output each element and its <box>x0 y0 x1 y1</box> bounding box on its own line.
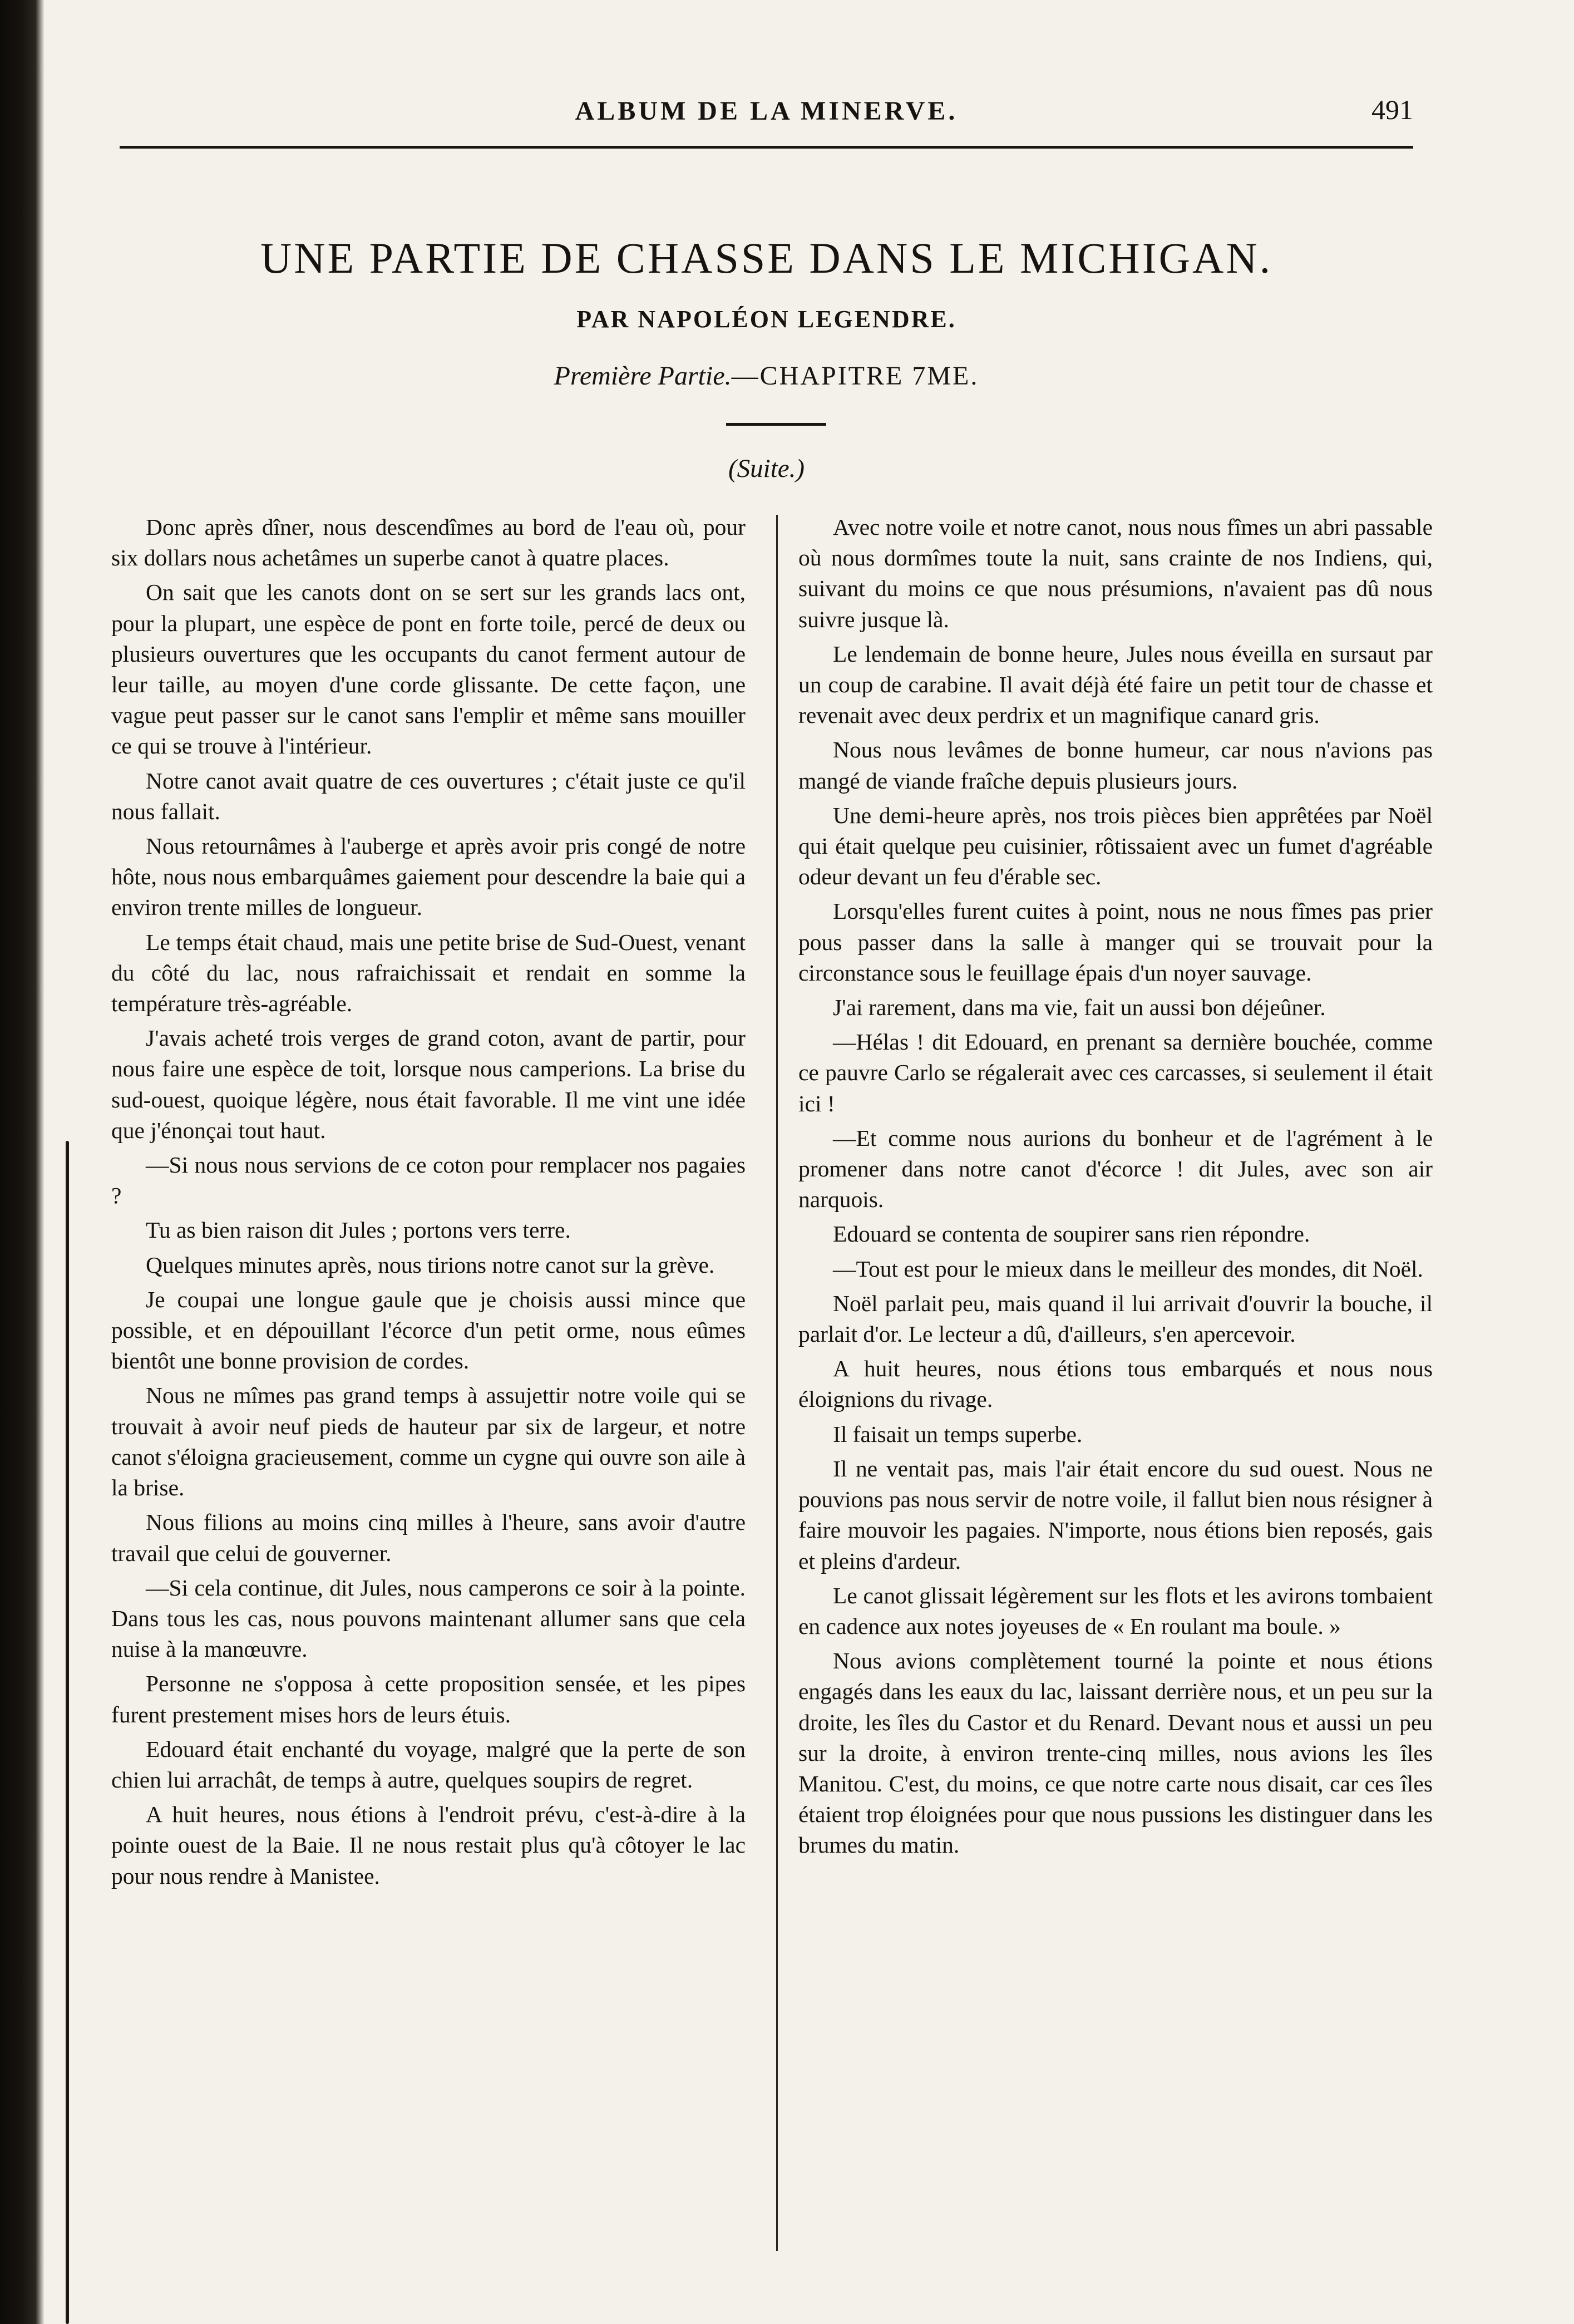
paragraph: —Et comme nous aurions du bonheur et de l'agrément à le promener dans notre canot d'écorce ! dit Jules, avec son air narquois. <box>798 1125 1433 1213</box>
paragraph: Nous nous levâmes de bonne humeur, car nous n'avions pas mangé de viande fraîche depuis plusieurs jours. <box>798 737 1433 794</box>
paragraph: Lorsqu'elles furent cuites à point, nous ne nous fîmes pas prier pous passer dans la salle à manger qui se trouvait pour la circonstance sous le feuillage épais d'un noyer sauvage. <box>798 898 1433 986</box>
paragraph: Nous retournâmes à l'auberge et après avoir pris congé de notre hôte, nous nous embarquâmes gaiement pour descendre la baie qui a environ trente milles de longueur. <box>111 833 746 920</box>
paragraph: Personne ne s'opposa à cette proposition sensée, et les pipes furent prestement mises hors de leurs étuis. <box>111 1671 746 1727</box>
paragraph: Donc après dîner, nous descendîmes au bord de l'eau où, pour six dollars nous achetâmes un superbe canot à quatre places. <box>111 514 746 571</box>
book-spine-shadow <box>0 0 45 2324</box>
paragraph: Le temps était chaud, mais une petite brise de Sud-Ouest, venant du côté du lac, nous rafraichissait et rendait en somme la température très-agréable. <box>111 929 746 1017</box>
paragraph: —Si cela continue, dit Jules, nous camperons ce soir à la pointe. Dans tous les cas, nous pouvons maintenant allumer sans que cela nuise à la manœuvre. <box>111 1574 746 1662</box>
paragraph: Quelques minutes après, nous tirions notre canot sur la grève. <box>146 1252 715 1278</box>
article-byline: PAR NAPOLÉON LEGENDRE. <box>576 306 956 333</box>
section-rule <box>726 423 826 426</box>
continuation-label: (Suite.) <box>728 454 805 483</box>
part-label: Première Partie. <box>554 361 732 391</box>
paragraph: Edouard était enchanté du voyage, malgré que la perte de son chien lui arrachât, de temps à autre, quelques soupirs de regret. <box>111 1736 746 1793</box>
paragraph: Nous avions complètement tourné la pointe et nous étions engagés dans les eaux du lac, laissant derrière nous, et un peu sur la droite, les îles du Castor et du Renard. Devant nous et aussi un peu sur la droite, à environ trente-cinq milles, nous avions les îles Manitou. C'est, du moins, ce que notre carte nous disait, car ces îles étaient trop éloignées pour que nous pussions les distinguer dans les brumes du matin. <box>798 1648 1433 1858</box>
page-header <box>120 89 1413 150</box>
page-edge <box>66 1141 69 2324</box>
paragraph: —Hélas ! dit Edouard, en prenant sa dernière bouchée, comme ce pauvre Carlo se régalerait avec ces carcasses, si seulement il était ici ! <box>798 1029 1433 1116</box>
paragraph: —Tout est pour le mieux dans le meilleur des mondes, dit Noël. <box>833 1255 1423 1282</box>
running-title: ALBUM DE LA MINERVE. <box>575 96 958 126</box>
paragraph: Avec notre voile et notre canot, nous nous fîmes un abri passable où nous dormîmes toute la nuit, sans crainte de nos Indiens, qui, suivant du moins ce que nous présumions, n'avaient pas dû nous suivre jusque là. <box>798 514 1433 632</box>
paragraph: J'ai rarement, dans ma vie, fait un aussi bon déjeûner. <box>833 994 1326 1021</box>
paragraph: Nous ne mîmes pas grand temps à assujettir notre voile qui se trouvait à avoir neuf pieds de hauteur par six de largeur, et notre canot s'éloigna gracieusement, comme un cygne qui ouvre son aile à la brise. <box>111 1382 746 1501</box>
paragraph: Le lendemain de bonne heure, Jules nous éveilla en sursaut par un coup de carabine. Il avait déjà été faire un petit tour de chasse et revenait avec deux perdrix et un magnifique canard gris. <box>798 641 1433 728</box>
column-divider <box>776 515 778 2251</box>
header-rule <box>120 146 1413 149</box>
paragraph: Je coupai une longue gaule que je choisis aussi mince que possible, et en dépouillant l'écorce d'un petit orme, nous eûmes bientôt une bonne provision de cordes. <box>111 1286 746 1374</box>
paragraph: Nous filions au moins cinq milles à l'heure, sans avoir d'autre travail que celui de gouverner. <box>111 1509 746 1566</box>
paragraph: A huit heures, nous étions tous embarqués et nous nous éloignions du rivage. <box>798 1356 1433 1412</box>
paragraph: Le canot glissait légèrement sur les flots et les avirons tombaient en cadence aux notes joyeuses de « En roulant ma boule. » <box>798 1582 1433 1639</box>
chapter-label: —CHAPITRE 7ME. <box>731 361 979 391</box>
article-title: UNE PARTIE DE CHASSE DANS LE MICHIGAN. <box>260 234 1273 282</box>
right-column <box>798 512 1433 2265</box>
paragraph: Noël parlait peu, mais quand il lui arrivait d'ouvrir la bouche, il parlait d'or. Le lecteur a dû, d'ailleurs, s'en apercevoir. <box>798 1290 1433 1347</box>
paragraph: Il faisait un temps superbe. <box>833 1421 1083 1447</box>
page-number: 491 <box>1371 94 1413 125</box>
left-column <box>111 512 746 2265</box>
chapter-heading <box>120 361 1413 391</box>
paragraph: Tu as bien raison dit Jules ; portons vers terre. <box>146 1217 571 1243</box>
paragraph: —Si nous nous servions de ce coton pour remplacer nos pagaies ? <box>111 1152 746 1209</box>
paragraph: Notre canot avait quatre de ces ouvertures ; c'était juste ce qu'il nous fallait. <box>111 767 746 824</box>
paragraph: Une demi-heure après, nos trois pièces bien apprêtées par Noël qui était quelque peu cuisinier, rôtissaient avec un fumet d'agréable odeur devant un feu d'érable sec. <box>798 802 1433 890</box>
paragraph: Edouard se contenta de soupirer sans rien répondre. <box>833 1221 1310 1247</box>
paragraph: J'avais acheté trois verges de grand coton, avant de partir, pour nous faire une espèce de toit, lorsque nous camperions. La brise du sud-ouest, quoique légère, nous était favorable. Il me vint une idée que j'énonçai tout haut. <box>111 1025 746 1143</box>
paragraph: Il ne ventait pas, mais l'air était encore du sud ouest. Nous ne pouvions pas nous servir de notre voile, il fallut bien nous résigner à faire mouvoir les pagaies. N'importe, nous étions bien reposés, gais et pleins d'ardeur. <box>798 1455 1433 1574</box>
paragraph: A huit heures, nous étions à l'endroit prévu, c'est-à-dire à la pointe ouest de la Baie. Il ne nous restait plus qu'à côtoyer le lac pour nous rendre à Manistee. <box>111 1801 746 1889</box>
paragraph: On sait que les canots dont on se sert sur les grands lacs ont, pour la plupart, une espèce de pont en forte toile, percé de deux ou plusieurs ouvertures que les occupants du canot ferment autour de leur taille, au moyen d'une corde glissante. De cette façon, une vague peut passer sur le canot sans l'emplir et même sans mouiller ce qui se trouve à l'intérieur. <box>111 579 746 759</box>
